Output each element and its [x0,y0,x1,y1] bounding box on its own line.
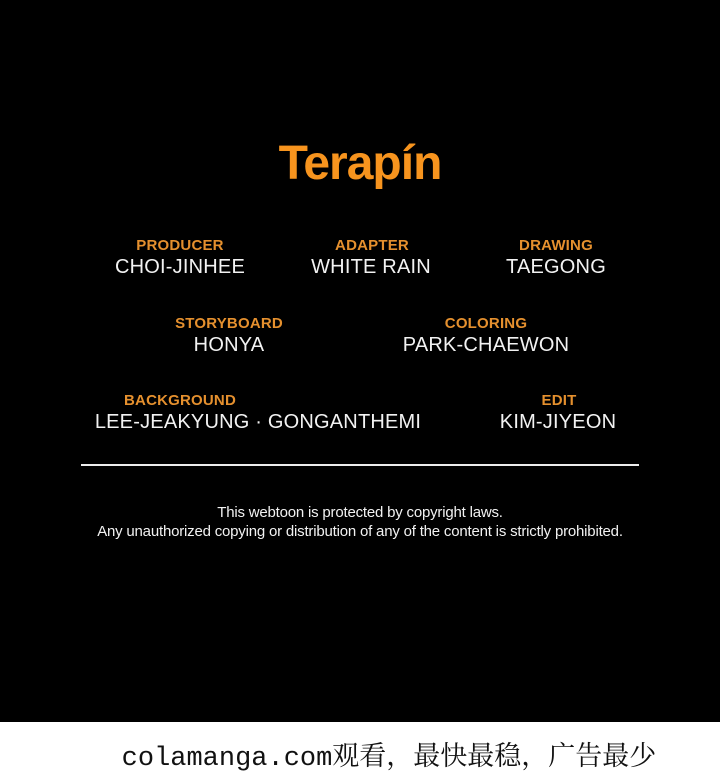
credit-role-producer: PRODUCER [136,237,224,254]
divider-line [81,464,639,466]
copyright-line-1: This webtoon is protected by copyright laws. [217,504,503,521]
credit-role-drawing: DRAWING [519,237,593,254]
credit-name-edit: KIM-JIYEON [499,411,617,433]
credit-name-storyboard: HONYA [193,334,265,356]
credit-name-background: LEE-JEAKYUNG · GONGANTHEMI [94,411,422,433]
credit-name-drawing: TAEGONG [506,256,606,278]
credit-role-adapter: ADAPTER [335,237,409,254]
credit-name-coloring: PARK-CHAEWON [402,334,570,356]
footer-site-text: colamanga.com观看，最快最稳，广告最少 [121,744,657,774]
copyright-notice [0,503,720,541]
credit-name-producer: CHOI-JINHEE [115,256,245,278]
credit-role-coloring: COLORING [444,315,528,332]
credit-role-background: BACKGROUND [124,392,236,409]
studio-logo: Terapín [278,137,442,190]
credit-role-edit: EDIT [541,392,577,409]
copyright-line-2: Any unauthorized copying or distribution of any of the content is strictly prohibited. [97,523,623,540]
credit-name-adapter: WHITE RAIN [311,256,431,278]
credit-role-storyboard: STORYBOARD [175,315,283,332]
footer-bar [0,722,720,783]
